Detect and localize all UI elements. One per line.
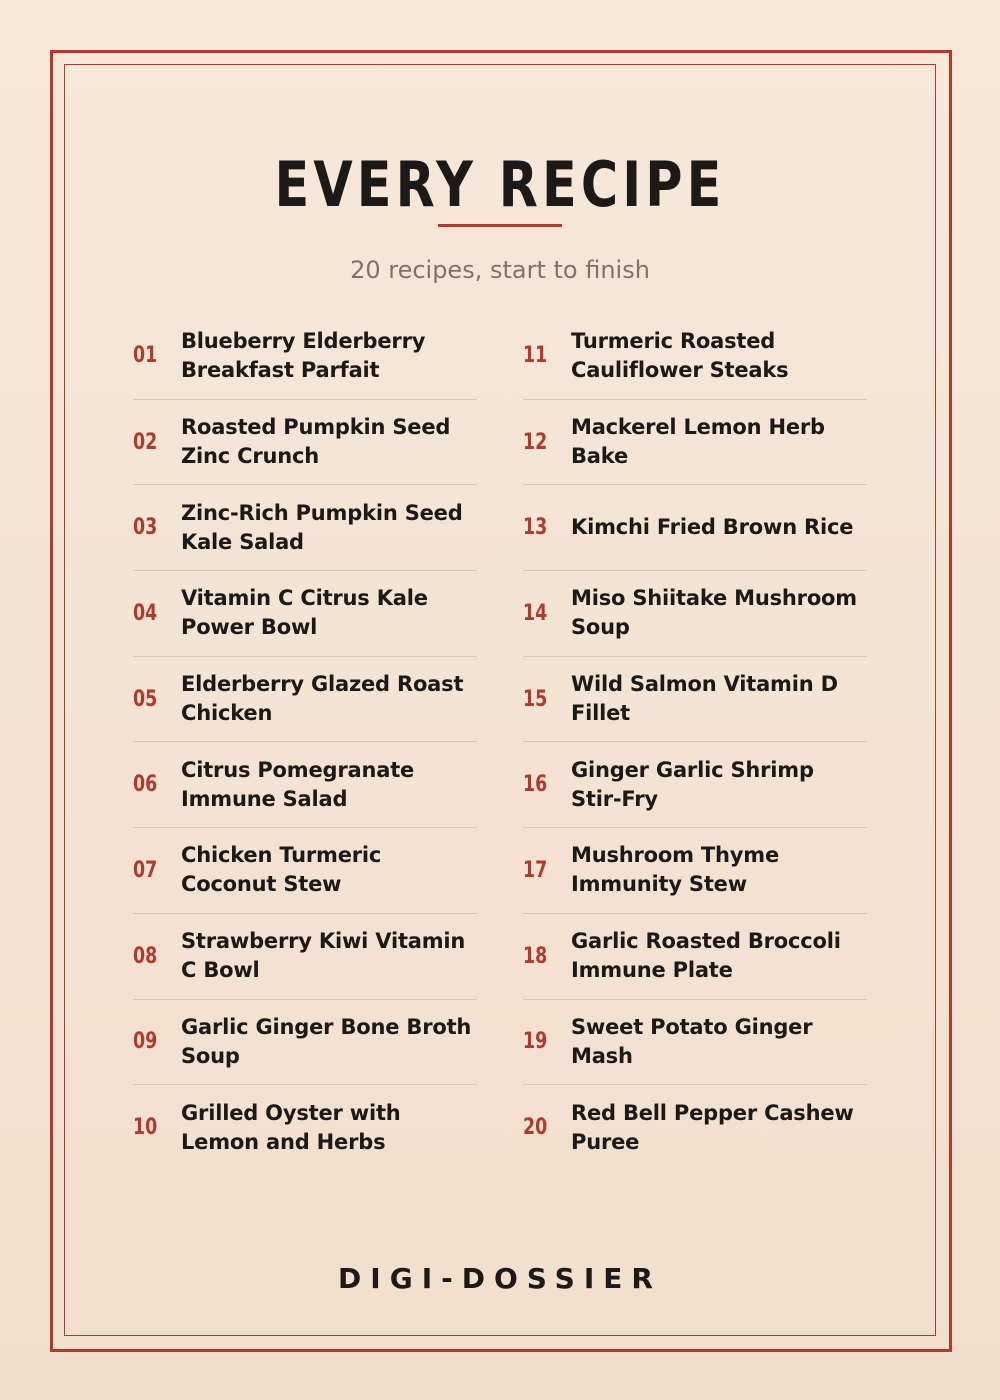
recipe-entry [133,827,477,913]
recipe-entry [133,1084,477,1170]
recipe-number: 17 [523,857,548,883]
recipe-name: Garlic Roasted Broccoli Immune Plate [571,929,841,983]
recipe-name: Roasted Pumpkin Seed Zinc Crunch [181,415,451,469]
recipe-name: Blueberry Elderberry Breakfast Parfait [181,328,426,382]
recipe-name: Grilled Oyster with Lemon and Herbs [181,1100,401,1154]
recipe-name: Citrus Pomegranate Immune Salad [181,757,415,811]
title-underline [438,224,562,227]
recipe-entry [133,741,477,827]
recipe-number: 06 [133,772,158,798]
recipe-number: 07 [133,857,158,883]
recipe-name: Chicken Turmeric Coconut Stew [181,843,382,897]
recipe-entry [133,484,477,570]
recipe-entry [523,484,867,570]
recipe-name: Miso Shiitake Mushroom Soup [571,586,857,640]
recipe-number: 09 [133,1029,158,1055]
recipe-number: 18 [523,943,548,969]
page-subtitle: 20 recipes, start to finish [350,256,650,284]
recipe-name: Elderberry Glazed Roast Chicken [181,672,464,726]
recipe-entry [133,999,477,1085]
recipe-number: 10 [133,1115,158,1141]
recipe-entry [523,399,867,485]
recipe-name: Kimchi Fried Brown Rice [571,515,854,540]
recipe-number: 03 [133,515,158,541]
recipe-name: Mackerel Lemon Herb Bake [571,415,825,469]
recipe-entry [523,313,867,399]
recipe-entry [523,656,867,742]
recipe-name: Strawberry Kiwi Vitamin C Bowl [181,929,466,983]
recipe-name: Ginger Garlic Shrimp Stir-Fry [571,757,814,811]
recipe-list-right [523,313,867,1170]
recipe-number: 13 [523,515,548,541]
recipe-number: 16 [523,772,548,798]
recipe-name: Vitamin C Citrus Kale Power Bowl [181,586,428,640]
recipe-name: Zinc-Rich Pumpkin Seed Kale Salad [181,500,463,554]
recipe-entry [523,913,867,999]
recipe-number: 05 [133,686,158,712]
recipe-name: Garlic Ginger Bone Broth Soup [181,1014,472,1068]
page-title: EVERY RECIPE [274,148,726,221]
recipe-entry [523,570,867,656]
recipe-entry [133,913,477,999]
recipe-number: 04 [133,600,158,626]
recipe-number: 02 [133,429,158,455]
recipe-entry [133,570,477,656]
recipe-number: 08 [133,943,158,969]
recipe-name: Wild Salmon Vitamin D Fillet [571,672,838,726]
recipe-number: 19 [523,1029,548,1055]
recipe-entry [523,999,867,1085]
recipe-entry [133,656,477,742]
recipe-number: 01 [133,343,158,369]
brand-footer: DIGI-DOSSIER [338,1262,662,1295]
recipe-number: 14 [523,600,548,626]
recipe-entry [133,313,477,399]
recipe-number: 11 [523,343,548,369]
recipe-entry [523,741,867,827]
recipe-name: Turmeric Roasted Cauliflower Steaks [571,328,789,382]
recipe-entry [133,399,477,485]
recipe-name: Sweet Potato Ginger Mash [571,1014,813,1068]
recipe-name: Mushroom Thyme Immunity Stew [571,843,779,897]
recipe-entry [523,1084,867,1170]
recipe-number: 15 [523,686,548,712]
recipe-list-left [133,313,477,1170]
recipe-name: Red Bell Pepper Cashew Puree [571,1100,854,1154]
recipe-number: 20 [523,1115,548,1141]
recipe-entry [523,827,867,913]
recipe-number: 12 [523,429,548,455]
